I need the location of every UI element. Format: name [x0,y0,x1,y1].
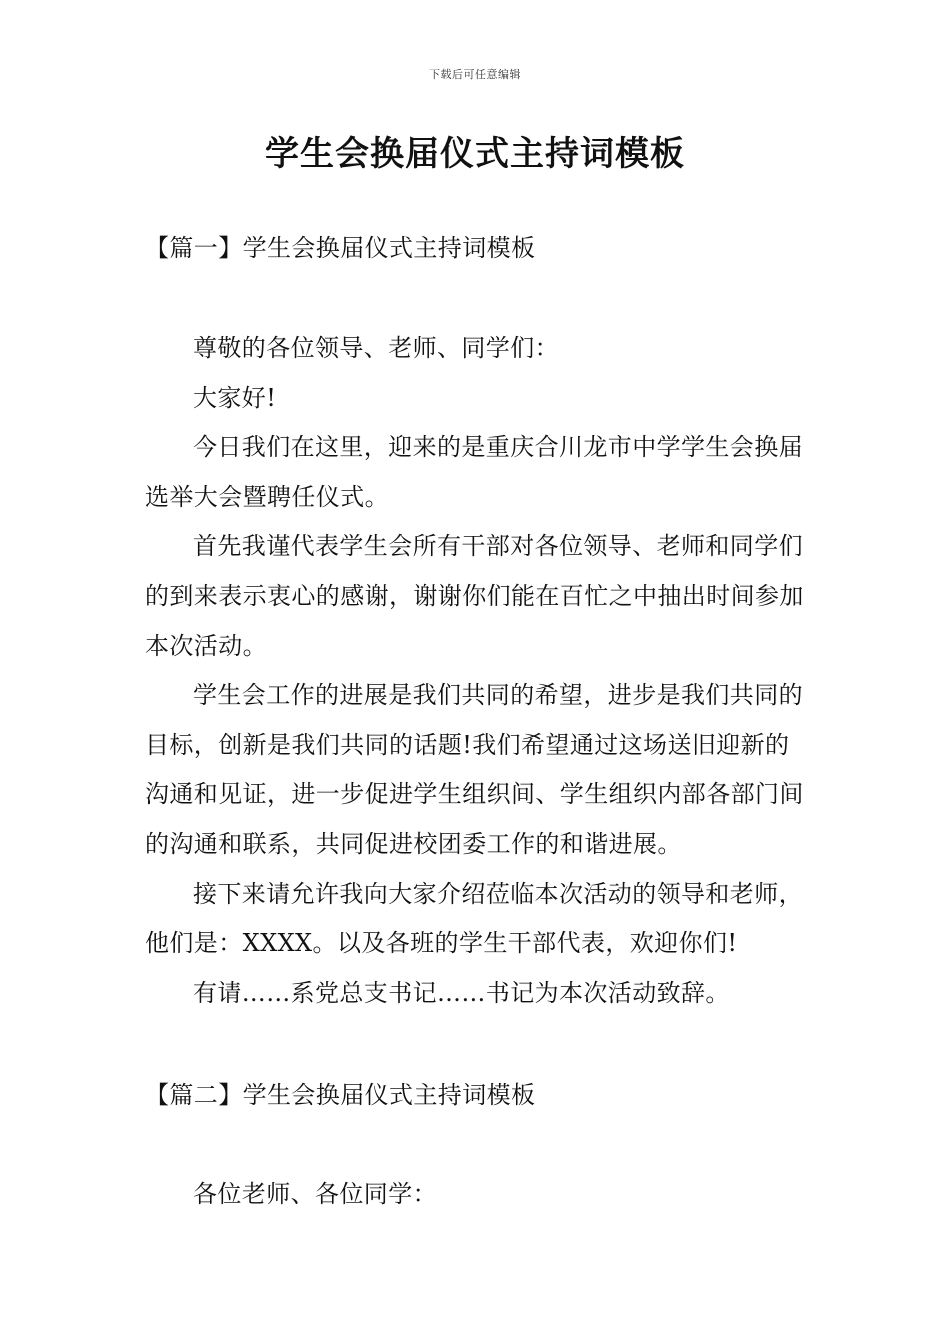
paragraph-7: 有请……系党总支书记……书记为本次活动致辞。 [193,978,730,1007]
paragraph-1: 尊敬的各位领导、老师、同学们： [193,334,559,362]
paragraph-5: 学生会工作的进展是我们共同的希望，进步是我们共同的目标，创新是我们共同的话题!我们希望通过这场送旧迎新的沟通和见证，进一步促进学生组织间、学生组织内部各部门间的沟通和联系，共同促进校团委工作的和谐进展。 [145,681,804,858]
section-heading-2: 【篇二】学生会换届仪式主持词模板 [145,1081,536,1109]
paragraph-8: 各位老师、各位同学： [193,1180,437,1208]
section-heading-1: 【篇一】学生会换届仪式主持词模板 [145,234,536,262]
paragraph-6: 接下来请允许我向大家介绍莅临本次活动的领导和老师，他们是：XXXX。以及各班的学生干部代表，欢迎你们! [145,879,803,958]
section-body-1 [145,324,810,1018]
paragraph-2: 大家好! [193,383,277,412]
paragraph-4: 首先我谨代表学生会所有干部对各位领导、老师和同学们的到来表示衷心的感谢，谢谢你们能在百忙之中抽出时间参加本次活动。 [145,532,804,660]
paragraph-3: 今日我们在这里，迎来的是重庆合川龙市中学学生会换届选举大会暨聘任仪式。 [145,433,803,511]
header-note: 下载后可任意编辑 [429,68,521,81]
section-body-2 [145,1170,810,1220]
document-title: 学生会换届仪式主持词模板 [265,134,685,174]
